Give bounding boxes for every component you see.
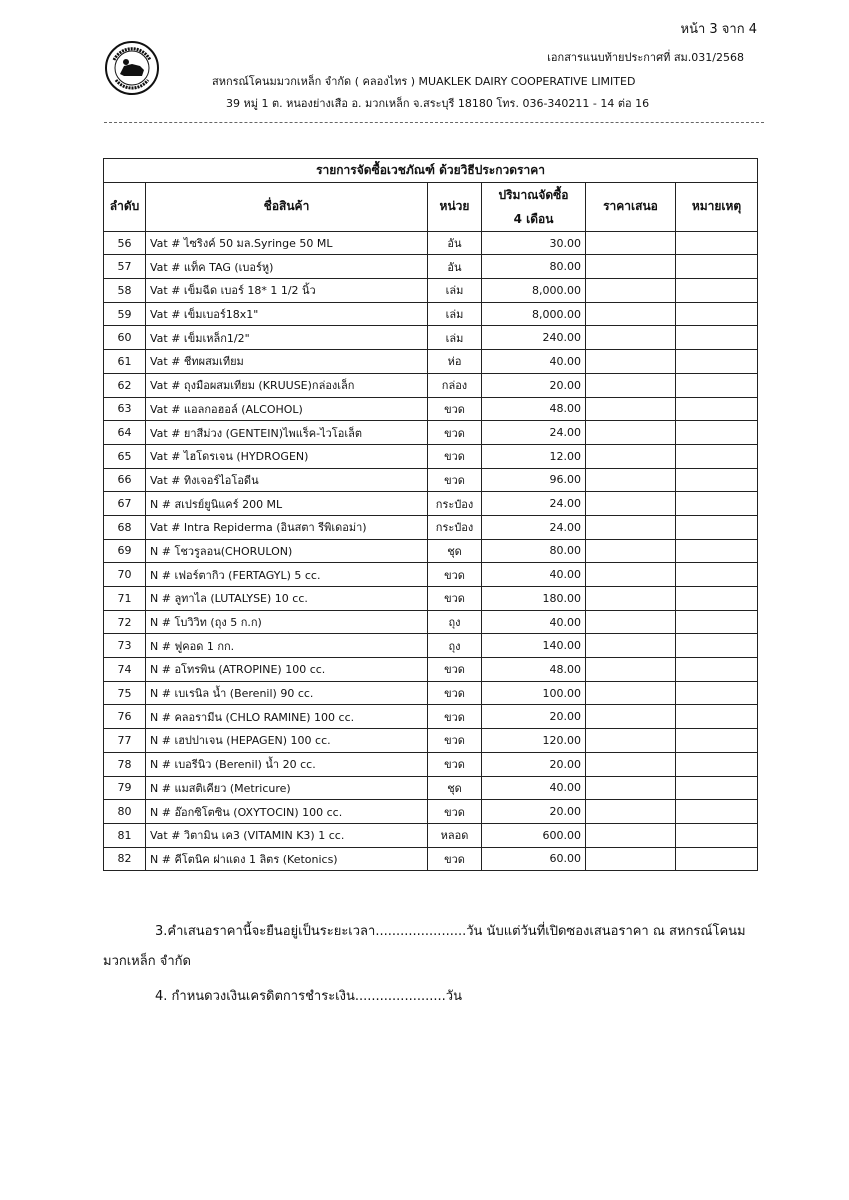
item-remark-cell[interactable]	[676, 610, 758, 634]
item-unit: ขวด	[428, 468, 482, 492]
item-price-cell[interactable]	[586, 610, 676, 634]
header-divider	[104, 122, 764, 123]
item-unit: อัน	[428, 255, 482, 279]
item-unit: เล่ม	[428, 279, 482, 303]
item-price-cell[interactable]	[586, 397, 676, 421]
row-number: 79	[104, 776, 146, 800]
item-remark-cell[interactable]	[676, 326, 758, 350]
row-number: 72	[104, 610, 146, 634]
item-remark-cell[interactable]	[676, 421, 758, 445]
quantity-header-line1: ปริมาณจัดซื้อ	[498, 187, 569, 202]
item-unit: หลอด	[428, 823, 482, 847]
table-row	[104, 421, 758, 445]
item-unit: ขวด	[428, 729, 482, 753]
item-remark-cell[interactable]	[676, 658, 758, 682]
item-remark-cell[interactable]	[676, 397, 758, 421]
item-name: N # คีโตนิค ฝาแดง 1 ลิตร (Ketonics)	[146, 847, 428, 871]
item-name: N # เฮปปาเจน (HEPAGEN) 100 cc.	[146, 729, 428, 753]
item-unit: ห่อ	[428, 350, 482, 374]
item-quantity: 120.00	[482, 729, 586, 753]
row-number: 65	[104, 444, 146, 468]
item-remark-cell[interactable]	[676, 302, 758, 326]
table-row	[104, 539, 758, 563]
item-price-cell[interactable]	[586, 729, 676, 753]
note-validity: 3.คำเสนอราคานี้จะยืนอยู่เป็นระยะเวลา......................วัน นับแต่วันที่เปิดซองเสนอราคา ณ สหกรณ์โคนม	[155, 924, 746, 939]
item-quantity: 240.00	[482, 326, 586, 350]
item-name: Vat # เข็มเหล็ก1/2"	[146, 326, 428, 350]
table-row	[104, 705, 758, 729]
item-unit: เล่ม	[428, 326, 482, 350]
item-unit: ชุด	[428, 539, 482, 563]
row-number: 68	[104, 515, 146, 539]
item-remark-cell[interactable]	[676, 468, 758, 492]
item-price-cell[interactable]	[586, 800, 676, 824]
item-name: N # ลูทาไล (LUTALYSE) 10 cc.	[146, 587, 428, 611]
table-row	[104, 681, 758, 705]
item-remark-cell[interactable]	[676, 279, 758, 303]
item-remark-cell[interactable]	[676, 444, 758, 468]
table-row	[104, 492, 758, 516]
item-remark-cell[interactable]	[676, 823, 758, 847]
item-unit: ขวด	[428, 681, 482, 705]
item-price-cell[interactable]	[586, 847, 676, 871]
item-unit: ขวด	[428, 587, 482, 611]
item-quantity: 24.00	[482, 421, 586, 445]
item-quantity: 140.00	[482, 634, 586, 658]
page-number: หน้า 3 จาก 4	[680, 22, 757, 37]
item-quantity: 40.00	[482, 563, 586, 587]
item-remark-cell[interactable]	[676, 563, 758, 587]
table-row	[104, 397, 758, 421]
column-header-unit: หน่วย	[428, 182, 482, 231]
item-quantity: 40.00	[482, 350, 586, 374]
table-row	[104, 610, 758, 634]
table-row	[104, 634, 758, 658]
table-row	[104, 847, 758, 871]
item-quantity: 80.00	[482, 539, 586, 563]
table-row	[104, 587, 758, 611]
item-price-cell[interactable]	[586, 587, 676, 611]
table-caption: รายการจัดซื้อเวชภัณฑ์ ด้วยวิธีประกวดราคา	[104, 159, 758, 183]
item-unit: ขวด	[428, 444, 482, 468]
row-number: 67	[104, 492, 146, 516]
item-unit: ชุด	[428, 776, 482, 800]
item-name: Vat # วิตามิน เค3 (VITAMIN K3) 1 cc.	[146, 823, 428, 847]
row-number: 60	[104, 326, 146, 350]
item-unit: กล่อง	[428, 373, 482, 397]
item-price-cell[interactable]	[586, 515, 676, 539]
document-reference: เอกสารแนบท้ายประกาศที่ สม.031/2568	[547, 51, 744, 64]
table-row	[104, 729, 758, 753]
item-quantity: 24.00	[482, 492, 586, 516]
table-row	[104, 658, 758, 682]
item-price-cell[interactable]	[586, 681, 676, 705]
item-unit: ขวด	[428, 847, 482, 871]
item-unit: กระป๋อง	[428, 515, 482, 539]
item-name: N # อโทรพิน (ATROPINE) 100 cc.	[146, 658, 428, 682]
item-name: N # คลอรามีน (CHLO RAMINE) 100 cc.	[146, 705, 428, 729]
item-name: Vat # ชีทผสมเทียม	[146, 350, 428, 374]
item-name: N # สเปรย์ยูนิแคร์ 200 ML	[146, 492, 428, 516]
item-name: Vat # ไซริงค์ 50 มล.Syringe 50 ML	[146, 231, 428, 255]
table-row	[104, 373, 758, 397]
row-number: 70	[104, 563, 146, 587]
item-unit: ขวด	[428, 658, 482, 682]
item-name: Vat # ถุงมือผสมเทียม (KRUUSE)กล่องเล็ก	[146, 373, 428, 397]
item-remark-cell[interactable]	[676, 634, 758, 658]
row-number: 62	[104, 373, 146, 397]
item-remark-cell[interactable]	[676, 373, 758, 397]
item-remark-cell[interactable]	[676, 539, 758, 563]
item-price-cell[interactable]	[586, 563, 676, 587]
item-remark-cell[interactable]	[676, 681, 758, 705]
row-number: 76	[104, 705, 146, 729]
note-validity-cont: มวกเหล็ก จำกัด	[103, 954, 191, 969]
item-remark-cell[interactable]	[676, 705, 758, 729]
item-quantity: 24.00	[482, 515, 586, 539]
item-price-cell[interactable]	[586, 279, 676, 303]
item-price-cell[interactable]	[586, 752, 676, 776]
item-name: N # เบอรีนิว (Berenil) น้ำ 20 cc.	[146, 752, 428, 776]
row-number: 73	[104, 634, 146, 658]
item-price-cell[interactable]	[586, 823, 676, 847]
item-unit: ขวด	[428, 397, 482, 421]
table-row	[104, 350, 758, 374]
column-header-quantity	[482, 182, 586, 231]
item-unit: ขวด	[428, 563, 482, 587]
row-number: 74	[104, 658, 146, 682]
table-row	[104, 563, 758, 587]
row-number: 78	[104, 752, 146, 776]
row-number: 75	[104, 681, 146, 705]
item-price-cell[interactable]	[586, 302, 676, 326]
cooperative-seal-icon	[104, 40, 160, 96]
item-name: Vat # แท็ค TAG (เบอร์หู)	[146, 255, 428, 279]
table-row	[104, 326, 758, 350]
item-quantity: 96.00	[482, 468, 586, 492]
row-number: 81	[104, 823, 146, 847]
item-remark-cell[interactable]	[676, 847, 758, 871]
item-remark-cell[interactable]	[676, 492, 758, 516]
item-unit: ถุง	[428, 610, 482, 634]
row-number: 80	[104, 800, 146, 824]
item-name: Vat # แอลกอฮอล์ (ALCOHOL)	[146, 397, 428, 421]
quantity-header-line2: 4 เดือน	[513, 211, 554, 226]
item-unit: เล่ม	[428, 302, 482, 326]
organization-address: 39 หมู่ 1 ต. หนองย่างเสือ อ. มวกเหล็ก จ.สระบุรี 18180 โทร. 036-340211 - 14 ต่อ 16	[226, 97, 650, 110]
column-header-name: ชื่อสินค้า	[146, 182, 428, 231]
row-number: 69	[104, 539, 146, 563]
row-number: 59	[104, 302, 146, 326]
item-price-cell[interactable]	[586, 326, 676, 350]
item-remark-cell[interactable]	[676, 800, 758, 824]
table-row	[104, 515, 758, 539]
item-price-cell[interactable]	[586, 705, 676, 729]
item-quantity: 20.00	[482, 373, 586, 397]
table-row	[104, 231, 758, 255]
table-row	[104, 776, 758, 800]
row-number: 64	[104, 421, 146, 445]
organization-name: สหกรณ์โคนมมวกเหล็ก จำกัด ( คลองไทร ) MUAKLEK DAIRY COOPERATIVE LIMITED	[212, 75, 636, 88]
item-quantity: 40.00	[482, 776, 586, 800]
column-header-remark: หมายเหตุ	[676, 182, 758, 231]
item-remark-cell[interactable]	[676, 729, 758, 753]
item-price-cell[interactable]	[586, 468, 676, 492]
item-quantity: 48.00	[482, 658, 586, 682]
row-number: 56	[104, 231, 146, 255]
row-number: 82	[104, 847, 146, 871]
item-quantity: 100.00	[482, 681, 586, 705]
item-unit: ขวด	[428, 705, 482, 729]
table-row	[104, 823, 758, 847]
table-row	[104, 279, 758, 303]
item-name: N # แมสติเคียว (Metricure)	[146, 776, 428, 800]
item-name: N # อ๊อกซิโตซิน (OXYTOCIN) 100 cc.	[146, 800, 428, 824]
item-quantity: 40.00	[482, 610, 586, 634]
item-name: Vat # ทิงเจอร์ไอโอดีน	[146, 468, 428, 492]
row-number: 58	[104, 279, 146, 303]
item-price-cell[interactable]	[586, 539, 676, 563]
row-number: 77	[104, 729, 146, 753]
item-name: N # เฟอร์ตากิว (FERTAGYL) 5 cc.	[146, 563, 428, 587]
table-row	[104, 468, 758, 492]
item-remark-cell[interactable]	[676, 231, 758, 255]
procurement-table	[103, 158, 758, 871]
item-remark-cell[interactable]	[676, 752, 758, 776]
row-number: 57	[104, 255, 146, 279]
item-unit: ขวด	[428, 752, 482, 776]
item-quantity: 600.00	[482, 823, 586, 847]
item-price-cell[interactable]	[586, 350, 676, 374]
item-price-cell[interactable]	[586, 421, 676, 445]
item-name: N # โบวิวิท (ถุง 5 ก.ก)	[146, 610, 428, 634]
item-quantity: 60.00	[482, 847, 586, 871]
item-name: Vat # เข็มฉีด เบอร์ 18* 1 1/2 นิ้ว	[146, 279, 428, 303]
row-number: 66	[104, 468, 146, 492]
item-price-cell[interactable]	[586, 492, 676, 516]
item-price-cell[interactable]	[586, 776, 676, 800]
item-unit: ขวด	[428, 800, 482, 824]
item-remark-cell[interactable]	[676, 776, 758, 800]
item-quantity: 12.00	[482, 444, 586, 468]
item-name: Vat # เข็มเบอร์18x1"	[146, 302, 428, 326]
item-name: Vat # ไฮโดรเจน (HYDROGEN)	[146, 444, 428, 468]
item-name: N # เบเรนิล น้ำ (Berenil) 90 cc.	[146, 681, 428, 705]
item-quantity: 180.00	[482, 587, 586, 611]
column-header-price: ราคาเสนอ	[586, 182, 676, 231]
item-quantity: 8,000.00	[482, 302, 586, 326]
table-row	[104, 302, 758, 326]
item-quantity: 20.00	[482, 800, 586, 824]
row-number: 63	[104, 397, 146, 421]
row-number: 61	[104, 350, 146, 374]
item-quantity: 8,000.00	[482, 279, 586, 303]
item-unit: อัน	[428, 231, 482, 255]
item-price-cell[interactable]	[586, 634, 676, 658]
item-quantity: 20.00	[482, 705, 586, 729]
item-name: N # โชวรูลอน(CHORULON)	[146, 539, 428, 563]
item-remark-cell[interactable]	[676, 255, 758, 279]
item-price-cell[interactable]	[586, 255, 676, 279]
item-remark-cell[interactable]	[676, 587, 758, 611]
item-unit: ขวด	[428, 421, 482, 445]
item-name: Vat # ยาสีม่วง (GENTEIN)ไพแร็ค-ไวโอเล็ต	[146, 421, 428, 445]
item-quantity: 80.00	[482, 255, 586, 279]
table-row	[104, 752, 758, 776]
item-price-cell[interactable]	[586, 444, 676, 468]
item-quantity: 20.00	[482, 752, 586, 776]
item-unit: กระป๋อง	[428, 492, 482, 516]
item-price-cell[interactable]	[586, 231, 676, 255]
item-name: N # ฟูคอด 1 กก.	[146, 634, 428, 658]
item-remark-cell[interactable]	[676, 350, 758, 374]
table-row	[104, 444, 758, 468]
item-unit: ถุง	[428, 634, 482, 658]
item-quantity: 48.00	[482, 397, 586, 421]
table-row	[104, 255, 758, 279]
table-row	[104, 800, 758, 824]
column-header-no: ลำดับ	[104, 182, 146, 231]
item-price-cell[interactable]	[586, 373, 676, 397]
item-remark-cell[interactable]	[676, 515, 758, 539]
item-name: Vat # Intra Repiderma (อินสตา รีพิเดอม่า)	[146, 515, 428, 539]
item-price-cell[interactable]	[586, 658, 676, 682]
note-credit: 4. กำหนดวงเงินเครดิตการชำระเงิน......................วัน	[155, 989, 462, 1004]
item-quantity: 30.00	[482, 231, 586, 255]
row-number: 71	[104, 587, 146, 611]
